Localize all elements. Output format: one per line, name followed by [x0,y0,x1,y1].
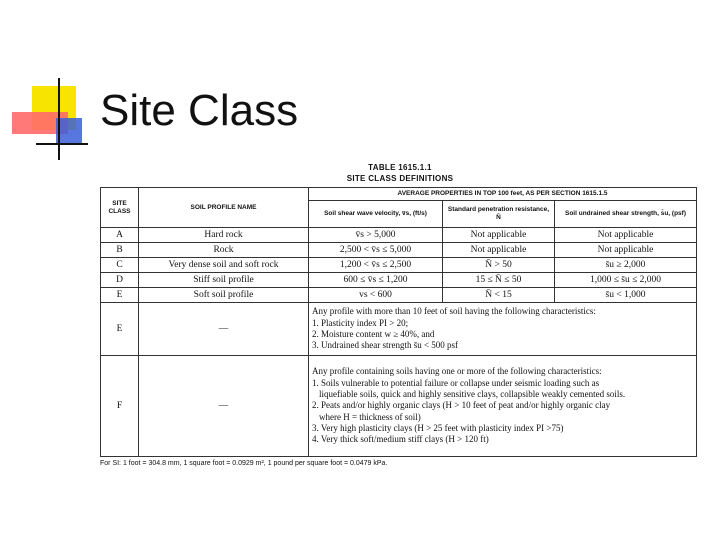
table-number: TABLE 1615.1.1 [368,163,432,172]
undrained-cell: Not applicable [555,243,697,258]
characteristics-cell [309,303,697,356]
site-class-cell: D [101,273,139,288]
characteristics-line: Any profile containing soils having one or more of the following characteristics: [312,366,602,377]
table-row-c [101,258,697,273]
col-header-undrained: Soil undrained shear strength, s̄u, (psf) [555,201,697,228]
decor-vertical-line [58,78,60,160]
undrained-cell: s̄u < 1,000 [555,288,697,303]
profile-name-cell: Stiff soil profile [139,273,309,288]
profile-name-cell: Very dense soil and soft rock [139,258,309,273]
table-row-b [101,243,697,258]
table-row-a [101,228,697,243]
undrained-cell: s̄u ≥ 2,000 [555,258,697,273]
table-footnote: For SI: 1 foot = 304.8 mm, 1 square foot = 0.0929 m², 1 pound per square foot = 0.0479 kPa. [100,460,388,467]
col-header-shear-wave: Soil shear wave velocity, v̄s, (ft/s) [309,201,443,228]
undrained-cell: Not applicable [555,228,697,243]
shear-wave-cell: v̄s > 5,000 [309,228,443,243]
penetration-cell: Not applicable [443,243,555,258]
table-row-d [101,273,697,288]
shear-wave-cell: vs < 600 [309,288,443,303]
penetration-cell: N̄ > 50 [443,258,555,273]
group-header: AVERAGE PROPERTIES IN TOP 100 feet, AS PER SECTION 1615.1.5 [309,188,697,201]
site-class-table-figure [100,162,700,467]
characteristics-line: 4. Very thick soft/medium stiff clays (H > 120 ft) [312,434,489,445]
characteristics-line: 2. Moisture content w ≥ 40%, and [312,329,435,339]
site-class-cell: E [101,303,139,356]
col-header-profile-name: SOIL PROFILE NAME [139,188,309,228]
site-class-cell: B [101,243,139,258]
table-row-f [101,356,697,457]
profile-name-cell: Hard rock [139,228,309,243]
shear-wave-cell: 600 ≤ v̄s ≤ 1,200 [309,273,443,288]
characteristics-line: 2. Peats and/or highly organic clays (H > 10 feet of peat and/or highly organic clay [312,400,611,411]
site-class-table [100,187,697,457]
penetration-cell: Not applicable [443,228,555,243]
profile-name-cell: — [139,303,309,356]
characteristics-line: 1. Soils vulnerable to potential failure or collapse under seismic loading such as [312,377,600,388]
table-row-e [101,288,697,303]
col-header-penetration: Standard penetration resistance, N̄ [443,201,555,228]
undrained-cell: 1,000 ≤ s̄u ≤ 2,000 [555,273,697,288]
characteristics-cell [309,356,697,457]
shear-wave-cell: 2,500 < v̄s ≤ 5,000 [309,243,443,258]
characteristics-line: Any profile with more than 10 feet of soil having the following characteristics: [312,306,596,317]
characteristics-line: 3. Very high plasticity clays (H > 25 feet with plasticity index PI >75) [312,422,564,433]
table-name: SITE CLASS DEFINITIONS [346,174,454,183]
site-class-cell: C [101,258,139,273]
profile-name-cell: — [139,356,309,457]
penetration-cell: N̄ < 15 [443,288,555,303]
site-class-cell: A [101,228,139,243]
slide-title: Site Class [100,86,299,135]
characteristics-line: liquefiable soils, quick and highly sensitive clays, collapsible weakly cemented soils. [319,389,626,400]
characteristics-line: where H = thickness of soil) [319,411,421,422]
site-class-cell: F [101,356,139,457]
table-row-e-characteristics [101,303,697,356]
col-header-site-class: SITE CLASS [101,188,139,228]
profile-name-cell: Soft soil profile [139,288,309,303]
profile-name-cell: Rock [139,243,309,258]
decor-horizontal-line [36,143,88,145]
characteristics-line: 1. Plasticity index PI > 20; [312,317,409,328]
shear-wave-cell: 1,200 < v̄s ≤ 2,500 [309,258,443,273]
penetration-cell: 15 ≤ N̄ ≤ 50 [443,273,555,288]
characteristics-line: 3. Undrained shear strength s̄u < 500 psf [312,340,459,351]
site-class-cell: E [101,288,139,303]
